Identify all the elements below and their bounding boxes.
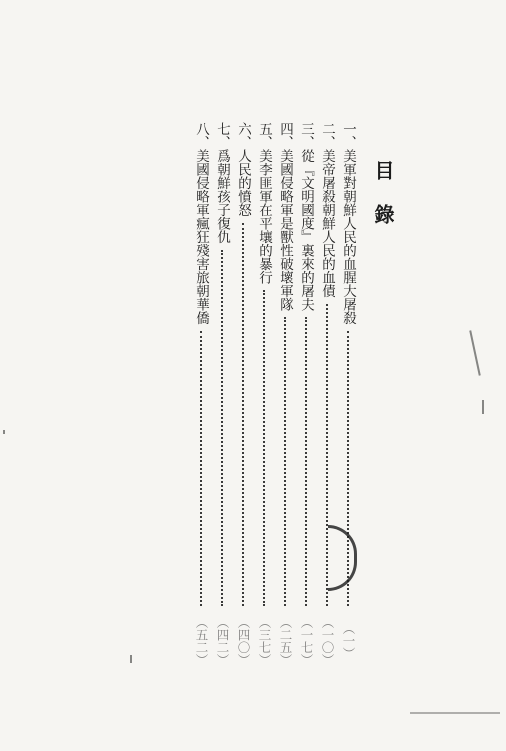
entry-number: 七、 xyxy=(214,122,230,149)
entry-number: 五、 xyxy=(256,122,272,149)
toc-entry-8[interactable] xyxy=(192,122,210,670)
entry-title: 從『文明國度』裏來的屠夫 xyxy=(298,149,314,311)
toc-entry-7[interactable] xyxy=(213,122,231,670)
entry-page-number: （二五） xyxy=(278,616,293,666)
entry-page-number: （三七） xyxy=(257,616,272,666)
entry-number: 一、 xyxy=(340,122,356,149)
entry-title: 美李匪軍在平壤的暴行 xyxy=(256,149,272,284)
entry-title: 人民的憤怒 xyxy=(235,149,251,217)
entry-title: 美軍對朝鮮人民的血腥大屠殺 xyxy=(340,149,356,325)
dot-leader xyxy=(221,250,223,607)
toc-entry-6[interactable] xyxy=(234,122,252,670)
dot-leader xyxy=(305,317,307,606)
entry-page-number: （四〇） xyxy=(236,616,251,666)
entry-title: 爲朝鮮孩子復仇 xyxy=(214,149,230,244)
dot-leader xyxy=(242,223,244,607)
toc-entry-1[interactable] xyxy=(339,122,357,670)
entry-number: 四、 xyxy=(277,122,293,149)
entry-page-number: （一〇） xyxy=(320,616,335,666)
dot-leader xyxy=(200,331,202,607)
margin-mark xyxy=(482,400,484,414)
toc-entry-5[interactable] xyxy=(255,122,273,670)
entry-number: 八、 xyxy=(193,122,209,149)
entry-title: 美國侵略軍是獸性破壞軍隊 xyxy=(277,149,293,311)
entry-page-number: （一七） xyxy=(299,616,314,666)
entry-number: 六、 xyxy=(235,122,251,149)
entry-page-number: （五二） xyxy=(194,616,209,666)
margin-mark xyxy=(3,430,5,434)
dot-leader xyxy=(284,317,286,606)
entry-page-number: （四二） xyxy=(215,616,230,666)
entry-title: 美帝屠殺朝鮮人民的血債 xyxy=(319,149,335,298)
entry-number: 三、 xyxy=(298,122,314,149)
toc-entry-3[interactable] xyxy=(297,122,315,670)
margin-mark xyxy=(410,712,500,714)
margin-mark xyxy=(469,330,481,375)
entry-page-number: （一） xyxy=(341,622,356,660)
entry-number: 二、 xyxy=(319,122,335,149)
dot-leader xyxy=(263,290,265,606)
margin-mark xyxy=(130,655,132,663)
page-title: 目錄 xyxy=(371,160,395,248)
entry-title: 美國侵略軍瘋狂殘害旅朝華僑 xyxy=(193,149,209,325)
toc-entry-4[interactable] xyxy=(276,122,294,670)
